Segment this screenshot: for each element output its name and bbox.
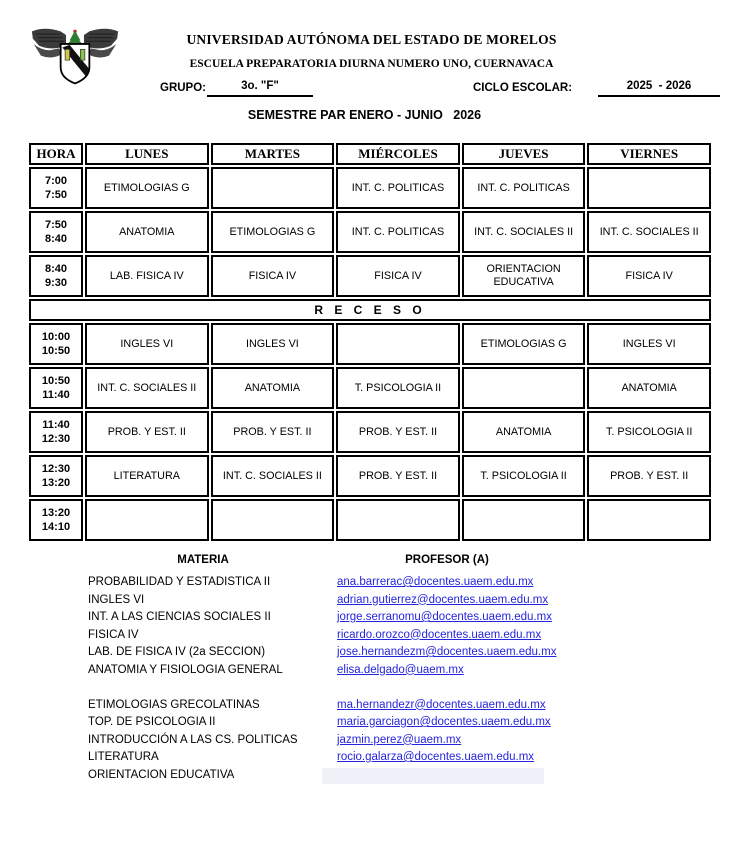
time-cell [29,211,83,253]
schedule-table-body [29,167,711,541]
time-start: 12:30 [41,463,71,475]
receso-row [29,299,711,321]
materia-name: ORIENTACION EDUCATIVA [88,768,235,781]
schedule-row [29,323,711,365]
professor-email-link[interactable]: ma.hernandezr@docentes.uaem.edu.mx [337,698,546,711]
time-start: 7:50 [44,219,68,231]
column-header-lunes: LUNES [85,143,209,165]
materia-name: PROBABILIDAD Y ESTADISTICA II [88,576,271,588]
time-end: 13:20 [41,477,71,489]
school-name: ESCUELA PREPARATORIA DIURNA NUMERO UNO, CUERNAVACA [189,58,554,70]
time-start: 11:40 [42,419,70,431]
time-cell [29,455,83,497]
class-cell: PROB. Y EST. II [211,411,335,453]
time-end: 8:40 [44,233,68,245]
materia-name: FISICA IV [88,628,139,641]
time-end: 7:50 [44,189,68,201]
column-header-martes: MARTES [211,143,335,165]
ciclo-escolar-value-field: 2025 - 2026 [598,80,720,97]
schedule-header-row [29,143,711,165]
time-start: 7:00 [44,175,68,187]
class-cell: INT. C. SOCIALES II [85,367,209,409]
professor-email-link[interactable]: jose.hernandezm@docentes.uaem.edu.mx [337,646,557,658]
faculty-row [0,644,729,662]
class-cell: ETIMOLOGIAS G [462,323,586,365]
class-cell: ANATOMIA [85,211,209,253]
schedule-table-head [29,143,711,165]
class-cell: INGLES VI [211,323,335,365]
class-cell: T. PSICOLOGIA II [462,455,586,497]
time-start: 10:00 [41,331,71,343]
materia-name: INGLES VI [88,593,145,606]
schedule-row [29,411,711,453]
empty-class-cell [336,499,460,541]
time-cell [29,499,83,541]
faculty-row [0,574,729,592]
class-cell: INT. C. POLITICAS [462,167,586,209]
faculty-row [0,697,729,715]
column-header-hora: HORA [29,143,83,165]
professor-email-link[interactable]: ana.barrerac@docentes.uaem.edu.mx [337,576,534,588]
professor-email-link[interactable]: elisa.delgado@uaem.mx [337,663,464,676]
class-cell: FISICA IV [587,255,711,297]
professor-email-link[interactable]: jazmin.perez@uaem.mx [337,733,462,746]
empty-class-cell [462,367,586,409]
class-cell: PROB. Y EST. II [85,411,209,453]
class-cell: PROB. Y EST. II [336,411,460,453]
semester-title: SEMESTRE PAR ENERO - JUNIO 2026 [247,108,482,122]
empty-class-cell [587,167,711,209]
materia-name: INTRODUCCIÓN A LAS CS. POLITICAS [88,733,298,746]
empty-class-cell [211,499,335,541]
class-cell: ANATOMIA [211,367,335,409]
faculty-row [0,662,729,680]
class-cell: INGLES VI [85,323,209,365]
time-start: 13:20 [41,507,71,519]
schedule-row [29,211,711,253]
faculty-list [0,574,729,784]
faculty-row [0,732,729,750]
column-header-jueves: JUEVES [462,143,586,165]
materia-name: INT. A LAS CIENCIAS SOCIALES II [88,611,271,623]
empty-class-cell [462,499,586,541]
professor-email-link[interactable]: adrian.gutierrez@docentes.uaem.edu.mx [337,593,549,606]
class-cell: LITERATURA [85,455,209,497]
class-cell: INT. C. SOCIALES II [211,455,335,497]
empty-class-cell [336,323,460,365]
class-cell: LAB. FISICA IV [85,255,209,297]
class-cell: T. PSICOLOGIA II [336,367,460,409]
faculty-headers [0,554,729,572]
class-cell: ETIMOLOGIAS G [85,167,209,209]
faculty-row [0,627,729,645]
grupo-label: GRUPO: [160,82,206,94]
faculty-row [0,609,729,627]
class-cell: ETIMOLOGIAS G [211,211,335,253]
professor-email-link[interactable]: ricardo.orozco@docentes.uaem.edu.mx [337,628,542,641]
schedule-row [29,367,711,409]
materia-name: TOP. DE PSICOLOGIA II [88,716,216,728]
time-cell [29,167,83,209]
column-header-miércoles: MIÉRCOLES [336,143,460,165]
professor-email-link[interactable]: rocio.galarza@docentes.uaem.edu.mx [337,751,535,763]
column-header-viernes: VIERNES [587,143,711,165]
empty-class-cell [85,499,209,541]
schedule-row [29,167,711,209]
materia-name: LAB. DE FISICA IV (2a SECCION) [88,646,266,658]
class-cell: INGLES VI [587,323,711,365]
time-cell [29,255,83,297]
schedule-row [29,255,711,297]
faculty-row [0,714,729,732]
professor-email-link[interactable]: maria.garciagon@docentes.uaem.edu.mx [337,716,551,728]
schedule-row [29,455,711,497]
faculty-section [0,554,729,784]
empty-class-cell [211,167,335,209]
time-cell [29,367,83,409]
materia-name: LITERATURA [88,751,159,763]
time-start: 10:50 [41,375,71,387]
class-cell: ANATOMIA [462,411,586,453]
class-cell: PROB. Y EST. II [587,455,711,497]
grupo-value-field: 3o. "F" [207,80,313,97]
university-name: UNIVERSIDAD AUTÓNOMA DEL ESTADO DE MORELOS [186,32,557,47]
class-cell: T. PSICOLOGIA II [587,411,711,453]
class-cell: ORIENTACION EDUCATIVA [462,255,586,297]
time-end: 12:30 [41,433,71,445]
time-cell [29,411,83,453]
time-end: 11:40 [42,389,70,401]
faculty-row [0,592,729,610]
faculty-row [0,767,729,785]
schedule-row [29,499,711,541]
class-cell: INT. C. SOCIALES II [587,211,711,253]
time-cell [29,323,83,365]
materia-column-header: MATERIA [177,554,229,566]
time-start: 8:40 [44,263,68,275]
class-cell: INT. C. SOCIALES II [462,211,586,253]
materia-name: ETIMOLOGIAS GRECOLATINAS [88,698,260,711]
empty-class-cell [587,499,711,541]
class-cell: PROB. Y EST. II [336,455,460,497]
faculty-row [0,749,729,767]
receso-cell: R E C E S O [29,299,711,321]
time-end: 9:30 [44,277,68,289]
class-cell: FISICA IV [211,255,335,297]
professor-email-link[interactable]: jorge.serranomu@docentes.uaem.edu.mx [337,611,552,623]
class-cell: FISICA IV [336,255,460,297]
empty-professor-field [322,768,544,784]
ciclo-escolar-label: CICLO ESCOLAR: [473,82,573,94]
time-end: 10:50 [41,345,71,357]
class-cell: INT. C. POLITICAS [336,211,460,253]
class-cell: ANATOMIA [587,367,711,409]
schedule-table [27,141,713,543]
faculty-group-separator [0,679,729,697]
materia-name: ANATOMIA Y FISIOLOGIA GENERAL [88,663,283,676]
profesor-column-header: PROFESOR (A) [405,554,489,566]
class-cell: INT. C. POLITICAS [336,167,460,209]
time-end: 14:10 [41,521,71,533]
